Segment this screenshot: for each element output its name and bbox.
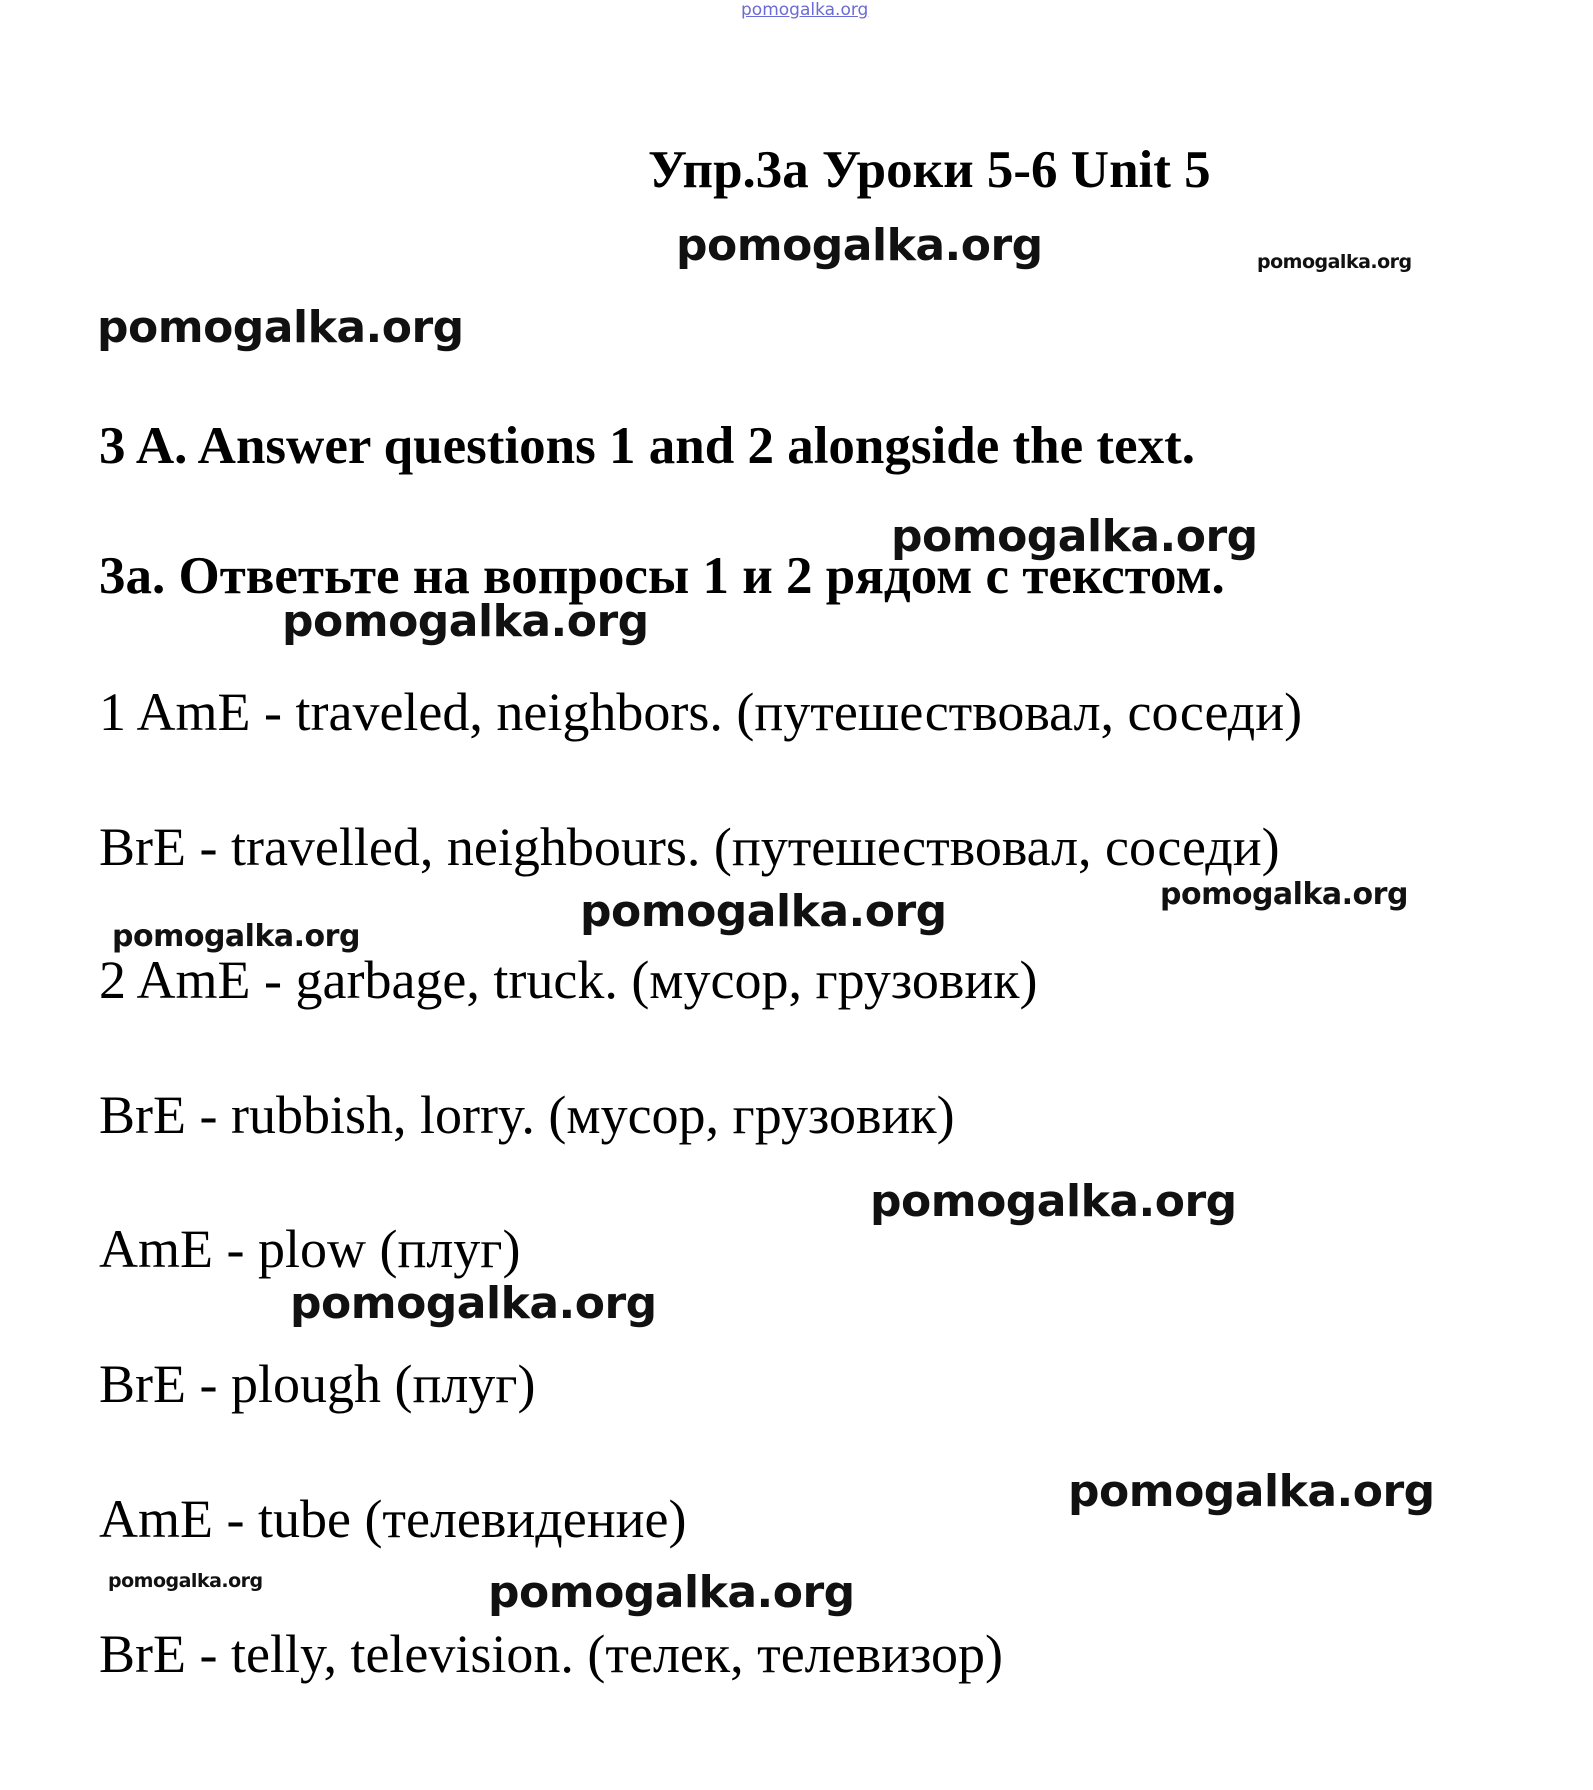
- watermark: pomogalka.org: [580, 886, 947, 937]
- page-title: Упр.3а Уроки 5-6 Unit 5: [648, 141, 1211, 199]
- watermark: pomogalka.org: [891, 511, 1258, 562]
- watermark: pomogalka.org: [1257, 251, 1412, 273]
- watermark: pomogalka.org: [97, 302, 464, 353]
- watermark: pomogalka.org: [1160, 877, 1408, 912]
- answer-line-2-ame: 2 AmE - garbage, truck. (мусор, грузовик): [99, 950, 1038, 1010]
- watermark: pomogalka.org: [488, 1567, 855, 1618]
- answer-line-tube-ame: AmE - tube (телевидение): [99, 1489, 687, 1549]
- answer-line-plow-bre: BrE - plough (плуг): [99, 1354, 536, 1414]
- answer-line-1-bre: BrE - travelled, neighbours. (путешествовал, соседи): [99, 817, 1280, 877]
- answer-line-1-ame: 1 AmE - traveled, neighbors. (путешествовал, соседи): [99, 682, 1303, 742]
- watermark: pomogalka.org: [290, 1278, 657, 1329]
- watermark: pomogalka.org: [1068, 1466, 1435, 1517]
- watermark: pomogalka.org: [112, 919, 360, 954]
- watermark: pomogalka.org: [282, 596, 649, 647]
- answer-line-plow-ame: AmE - plow (плуг): [99, 1219, 521, 1279]
- answer-line-2-bre: BrE - rubbish, lorry. (мусор, грузовик): [99, 1085, 955, 1145]
- task-russian: 3а. Ответьте на вопросы 1 и 2 рядом с текстом.: [99, 547, 1225, 605]
- site-link[interactable]: pomogalka.org: [741, 0, 869, 20]
- watermark: pomogalka.org: [108, 1570, 263, 1592]
- answer-line-telly-bre: BrE - telly, television. (телек, телевизор): [99, 1624, 1003, 1684]
- watermark: pomogalka.org: [870, 1176, 1237, 1227]
- watermark: pomogalka.org: [676, 220, 1043, 271]
- task-english: 3 A. Answer questions 1 and 2 alongside the text.: [99, 417, 1195, 475]
